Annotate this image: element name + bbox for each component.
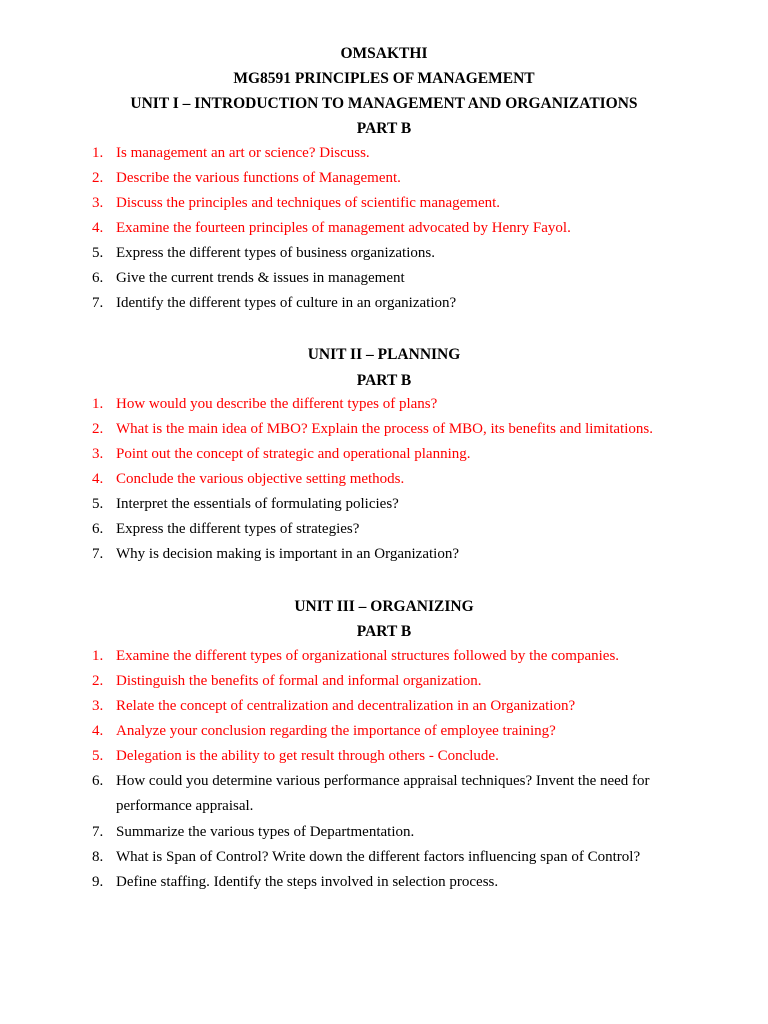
question-item xyxy=(92,517,692,542)
question-item xyxy=(92,492,692,517)
question-number: 2. xyxy=(92,170,104,186)
question-item xyxy=(92,467,692,492)
question-item xyxy=(92,442,692,467)
question-text: Summarize the various types of Departmentation. xyxy=(116,824,415,840)
question-text: Interpret the essentials of formulating policies? xyxy=(116,496,399,512)
question-text: Distinguish the benefits of formal and informal organization. xyxy=(116,673,482,689)
question-item xyxy=(92,669,692,694)
doc-header-omsakthi: OMSAKTHI xyxy=(340,45,428,62)
question-item xyxy=(92,191,692,216)
question-text: Give the current trends & issues in management xyxy=(116,270,405,286)
question-item xyxy=(92,417,692,442)
question-text: Why is decision making is important in an Organization? xyxy=(116,546,459,562)
question-text: What is Span of Control? Write down the different factors influencing span of Control? xyxy=(116,849,641,865)
unit-2-title: UNIT II – PLANNING xyxy=(307,346,461,363)
question-number: 7. xyxy=(92,824,104,840)
question-number: 8. xyxy=(92,849,104,865)
question-item xyxy=(92,644,692,669)
question-number: 3. xyxy=(92,195,104,211)
question-number: 9. xyxy=(92,874,104,890)
unit-2-part: PART B xyxy=(356,372,412,389)
unit-1-part: PART B xyxy=(356,120,412,137)
question-number: 5. xyxy=(92,245,104,261)
question-number: 7. xyxy=(92,546,104,562)
question-number: 7. xyxy=(92,295,104,311)
question-number: 2. xyxy=(92,421,104,437)
question-text: What is the main idea of MBO? Explain the process of MBO, its benefits and limitations. xyxy=(116,421,653,437)
question-text: Identify the different types of culture in an organization? xyxy=(116,295,457,311)
question-number: 5. xyxy=(92,748,104,764)
question-item xyxy=(92,694,692,719)
question-number: 2. xyxy=(92,673,104,689)
unit-3-title: UNIT III – ORGANIZING xyxy=(294,598,474,615)
question-item xyxy=(92,166,692,191)
question-item xyxy=(92,719,692,744)
question-text: Examine the fourteen principles of management advocated by Henry Fayol. xyxy=(116,220,571,236)
question-number: 5. xyxy=(92,496,104,512)
question-number: 4. xyxy=(92,471,104,487)
question-item xyxy=(92,744,692,769)
question-number: 1. xyxy=(92,648,104,664)
question-text: How would you describe the different types of plans? xyxy=(116,396,438,412)
question-item xyxy=(92,870,692,895)
question-number: 4. xyxy=(92,723,104,739)
question-item xyxy=(92,291,692,316)
question-number: 1. xyxy=(92,145,104,161)
question-text: Discuss the principles and techniques of scientific management. xyxy=(116,195,501,211)
question-number: 6. xyxy=(92,270,104,286)
question-text: Analyze your conclusion regarding the importance of employee training? xyxy=(116,723,556,739)
question-text: Relate the concept of centralization and decentralization in an Organization? xyxy=(116,698,576,714)
question-text: Express the different types of business organizations. xyxy=(116,245,435,261)
unit-1-title: UNIT I – INTRODUCTION TO MANAGEMENT AND ORGANIZATIONS xyxy=(130,95,638,112)
unit-3-part: PART B xyxy=(356,623,412,640)
question-number: 1. xyxy=(92,396,104,412)
question-text: Describe the various functions of Management. xyxy=(116,170,401,186)
question-text: Is management an art or science? Discuss. xyxy=(116,145,370,161)
question-number: 3. xyxy=(92,446,104,462)
question-item xyxy=(92,141,692,166)
question-text: Express the different types of strategies? xyxy=(116,521,360,537)
doc-header-course: MG8591 PRINCIPLES OF MANAGEMENT xyxy=(233,70,535,87)
question-number: 3. xyxy=(92,698,104,714)
question-number: 4. xyxy=(92,220,104,236)
question-text: Examine the different types of organizational structures followed by the companies. xyxy=(116,648,620,664)
question-item xyxy=(92,769,692,819)
question-item xyxy=(92,216,692,241)
question-item xyxy=(92,542,692,567)
question-item xyxy=(92,266,692,291)
question-text: How could you determine various performance appraisal techniques? Invent the need for performance appraisal. xyxy=(116,773,650,814)
question-text: Delegation is the ability to get result through others - Conclude. xyxy=(116,748,499,764)
question-item xyxy=(92,845,692,870)
question-item xyxy=(92,241,692,266)
question-text: Define staffing. Identify the steps involved in selection process. xyxy=(116,874,499,890)
question-item xyxy=(92,820,692,845)
question-number: 6. xyxy=(92,521,104,537)
question-text: Point out the concept of strategic and operational planning. xyxy=(116,446,471,462)
question-item xyxy=(92,392,692,417)
question-text: Conclude the various objective setting methods. xyxy=(116,471,405,487)
question-number: 6. xyxy=(92,773,104,789)
